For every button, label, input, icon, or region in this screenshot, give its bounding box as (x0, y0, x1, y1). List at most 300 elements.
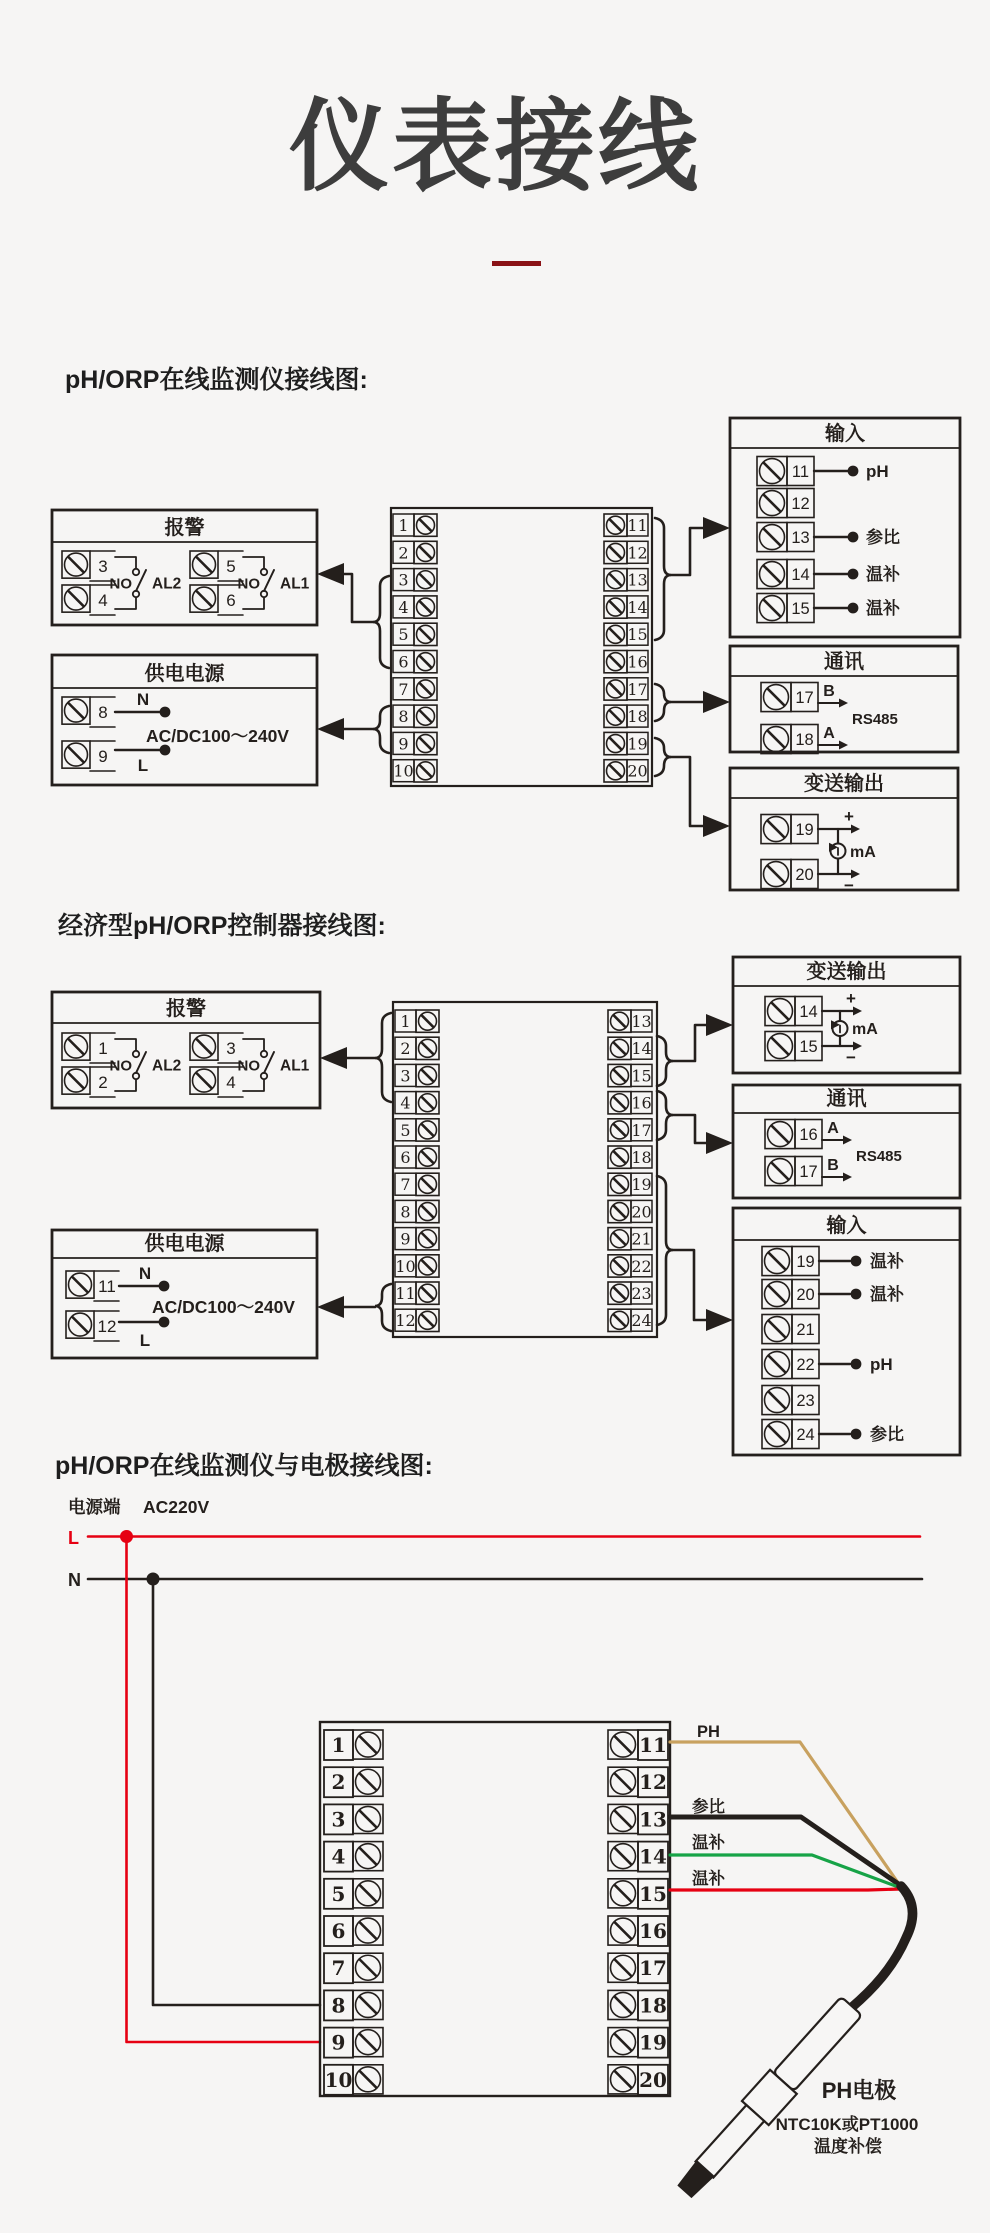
contact-type-label: NO (109, 1057, 132, 1075)
junction-dot (160, 745, 171, 756)
terminal-number: 14 (639, 1844, 667, 1869)
arrow-left-icon (320, 1047, 347, 1069)
line (769, 1286, 786, 1303)
screw-terminal-icon (762, 1315, 792, 1344)
terminal-number: 14 (799, 1003, 818, 1021)
terminal-number: 4 (398, 597, 409, 617)
line (419, 765, 431, 777)
screw-terminal-icon (416, 1119, 439, 1141)
line (421, 1151, 433, 1163)
screw-terminal-icon (757, 489, 787, 518)
signal-label: 温补 (870, 1285, 904, 1304)
arrow-right-icon (706, 1132, 733, 1154)
line (613, 1069, 625, 1081)
line (772, 1038, 789, 1055)
terminal-number: 17 (631, 1120, 652, 1140)
wire (671, 528, 703, 575)
terminal-number: 13 (791, 529, 810, 547)
line (68, 557, 84, 573)
title-accent-dash (492, 261, 541, 266)
screw-terminal-icon (353, 1953, 383, 1982)
terminal-number: 11 (791, 463, 810, 481)
group-box-title: 通讯 (824, 651, 864, 673)
terminal-number: 8 (331, 1993, 346, 2018)
line (360, 1810, 377, 1827)
contact-point (133, 569, 139, 575)
signal-label: 温补 (870, 1252, 904, 1271)
arrow-right-icon (703, 517, 730, 539)
junction-dot (851, 1256, 862, 1267)
screw-terminal-icon (190, 1033, 218, 1060)
screw-terminal-icon (416, 1064, 439, 1086)
line (613, 1042, 625, 1054)
line (421, 1124, 433, 1136)
line (769, 1356, 786, 1373)
terminal-number: 23 (796, 1392, 815, 1410)
line (360, 1922, 377, 1939)
input-box (733, 1208, 960, 1455)
line (764, 495, 781, 512)
terminal-number: 11 (627, 516, 648, 535)
signal-label: 参比 (870, 1425, 904, 1444)
line (768, 821, 785, 838)
live-label: L (139, 1331, 151, 1350)
terminal-number: 10 (395, 1256, 416, 1276)
screw-terminal-icon (608, 1879, 638, 1908)
rs485-line-label: B (823, 683, 835, 700)
line (613, 1178, 625, 1190)
screw-terminal-icon (608, 1730, 638, 1759)
small-arrow-icon (839, 741, 848, 750)
terminal-block (391, 508, 652, 786)
terminal-number: 21 (796, 1321, 815, 1339)
screw-terminal-icon (762, 1247, 792, 1276)
group-box-title: 变送输出 (806, 961, 887, 983)
xmit-box (730, 768, 958, 895)
terminal-number: 3 (331, 1807, 346, 1832)
line (360, 2034, 377, 2051)
terminal-number: 19 (631, 1175, 652, 1195)
line (360, 1959, 377, 1976)
line (419, 628, 431, 640)
screw-terminal-icon (416, 1010, 439, 1032)
screw-terminal-icon (414, 705, 437, 727)
screw-terminal-icon (608, 1119, 631, 1141)
unit-label: mA (850, 844, 876, 861)
line (772, 1126, 789, 1143)
contact-point (261, 1051, 267, 1057)
line (421, 1287, 433, 1299)
box (320, 1722, 670, 2096)
junction-dot (848, 569, 859, 580)
screw-terminal-icon (761, 860, 791, 889)
input-box (730, 418, 960, 637)
terminal-number: 20 (795, 866, 814, 884)
line (613, 1314, 625, 1326)
line (615, 1885, 632, 1902)
terminal-number: 3 (98, 557, 108, 576)
junction-dot (848, 466, 859, 477)
arrow-left-icon (317, 563, 344, 585)
terminal-number: 9 (398, 734, 409, 754)
screw-terminal-icon (414, 678, 437, 700)
line (769, 1321, 786, 1338)
line (68, 747, 84, 763)
contact-point (133, 1051, 139, 1057)
line (613, 1097, 625, 1109)
screw-terminal-icon (353, 2065, 383, 2094)
screw-terminal-icon (353, 1879, 383, 1908)
terminal-number: 17 (799, 1163, 818, 1181)
screw-terminal-icon (765, 1032, 795, 1061)
box (733, 1208, 960, 1455)
screw-terminal-icon (757, 457, 787, 486)
line (772, 1003, 789, 1020)
screw-terminal-icon (416, 1173, 439, 1195)
terminal-number: 24 (796, 1426, 815, 1444)
line (360, 2071, 377, 2088)
line (615, 2034, 632, 2051)
screw-terminal-icon (62, 741, 90, 768)
screw-terminal-icon (757, 560, 787, 589)
screw-terminal-icon (353, 1730, 383, 1759)
live-label: L (68, 1528, 79, 1548)
screw-terminal-icon (416, 1200, 439, 1222)
group-box-title: 变送输出 (804, 773, 884, 795)
switch-lever (136, 570, 146, 591)
line (419, 683, 431, 695)
line (609, 765, 621, 777)
line (613, 1205, 625, 1217)
terminal-number: 21 (631, 1229, 652, 1249)
rs485-line-label: A (823, 725, 835, 742)
screw-terminal-icon (608, 1092, 631, 1114)
junction-dot (159, 1281, 170, 1292)
screw-terminal-icon (608, 1037, 631, 1059)
brace (657, 1176, 673, 1325)
line (421, 1015, 433, 1027)
screw-terminal-icon (414, 623, 437, 645)
line (421, 1097, 433, 1109)
protocol-label: RS485 (852, 711, 898, 728)
alarm-relay-label: AL1 (280, 575, 310, 593)
screw-terminal-icon (414, 732, 437, 754)
voltage-label: AC/DC100～240V (146, 726, 289, 746)
polarity-label: − (844, 876, 854, 895)
terminal-number: 19 (796, 1253, 815, 1271)
supply-terminal-label: 电源端 (68, 1497, 121, 1517)
screw-terminal-icon (761, 815, 791, 844)
wire (115, 598, 136, 609)
terminal-number: 14 (791, 566, 810, 584)
terminal-number: 20 (796, 1286, 815, 1304)
neutral-wire (153, 1579, 320, 2005)
terminal-number: 11 (395, 1284, 416, 1303)
screw-terminal-icon (608, 1953, 638, 1982)
terminal-number: 5 (400, 1120, 411, 1140)
electrode-note: 温度补偿 (814, 2137, 882, 2156)
polarity-label: + (844, 807, 854, 826)
terminal-number: 15 (639, 1881, 667, 1906)
brace (375, 1013, 391, 1102)
brace (373, 706, 389, 753)
terminal-number: 3 (398, 570, 409, 590)
terminal-number: 17 (795, 689, 814, 707)
terminal-number: 2 (331, 1770, 346, 1795)
wire (673, 1115, 706, 1143)
screw-terminal-icon (416, 1255, 439, 1277)
screw-terminal-icon (604, 705, 627, 727)
arrow-left-icon (317, 718, 344, 740)
line (421, 1314, 433, 1326)
terminal-number: 3 (400, 1066, 411, 1086)
section-heading-monitor: pH/ORP在线监测仪接线图: (65, 366, 368, 394)
terminal-number: 16 (631, 1093, 652, 1113)
line (360, 1996, 377, 2013)
neutral-label: N (68, 1570, 81, 1590)
group-box-title: 供电电源 (144, 663, 225, 685)
screw-terminal-icon (414, 651, 437, 673)
line (609, 656, 621, 668)
screw-terminal-icon (62, 1067, 90, 1094)
terminal-number: 9 (331, 2030, 346, 2055)
screw-terminal-icon (608, 1767, 638, 1796)
terminal-number: 12 (97, 1317, 117, 1336)
terminal-block (393, 1002, 657, 1337)
line (764, 600, 781, 617)
junction-dot (160, 707, 171, 718)
line (615, 1736, 632, 1753)
terminal-number: 11 (639, 1733, 667, 1757)
terminal-number: 15 (631, 1066, 652, 1086)
terminal-number: 13 (627, 570, 648, 590)
terminal-number: 16 (799, 1126, 818, 1144)
voltage-label: AC/DC100～240V (152, 1297, 295, 1317)
line (196, 1039, 212, 1055)
alarm-box (52, 510, 317, 625)
screw-terminal-icon (762, 1280, 792, 1309)
terminal-number: 1 (400, 1012, 411, 1031)
screw-terminal-icon (608, 1010, 631, 1032)
line (609, 628, 621, 640)
terminal-number: 13 (639, 1807, 667, 1832)
neutral-label: N (136, 690, 150, 709)
signal-label: pH (866, 462, 889, 481)
terminal-number: 24 (631, 1311, 652, 1331)
terminal-number: 18 (639, 1993, 667, 2018)
line (768, 689, 785, 706)
screw-terminal-icon (604, 678, 627, 700)
screw-terminal-icon (604, 569, 627, 591)
screw-terminal-icon (604, 541, 627, 563)
xmit-box (733, 957, 960, 1073)
brace (655, 738, 671, 776)
screw-terminal-icon (608, 1990, 638, 2019)
line (419, 601, 431, 613)
neutral-label: N (138, 1264, 152, 1283)
line (615, 2071, 632, 2088)
screw-terminal-icon (765, 1120, 795, 1149)
screw-terminal-icon (608, 1146, 631, 1168)
screw-terminal-icon (190, 551, 218, 578)
line (613, 1124, 625, 1136)
diagram-economic-wiring (0, 940, 990, 1465)
terminal-number: 7 (398, 679, 409, 699)
terminal-number: 1 (98, 1039, 108, 1058)
terminal-number: 11 (98, 1277, 116, 1296)
small-arrow-icon (843, 1136, 852, 1145)
screw-terminal-icon (416, 1037, 439, 1059)
line (68, 591, 84, 607)
line (419, 546, 431, 558)
switch-lever (136, 1052, 146, 1073)
terminal-number: 18 (627, 707, 648, 727)
line (764, 529, 781, 546)
screw-terminal-icon (414, 760, 437, 782)
wire (671, 757, 703, 826)
screw-terminal-icon (765, 997, 795, 1026)
section-heading-electrode: pH/ORP在线监测仪与电极接线图: (55, 1452, 433, 1480)
terminal-number: 8 (400, 1202, 411, 1222)
screw-terminal-icon (762, 1420, 792, 1449)
line (68, 1073, 84, 1089)
terminal-number: 12 (791, 495, 810, 513)
terminal-number: 1 (398, 516, 409, 535)
electrode-wire-label: 参比 (692, 1798, 725, 1816)
screw-terminal-icon (761, 725, 791, 754)
electrode-wire-label: PH (697, 1723, 720, 1741)
terminal-number: 22 (631, 1256, 652, 1276)
terminal-number: 2 (400, 1039, 411, 1059)
group-box-title: 通讯 (826, 1088, 867, 1110)
terminal-number: 19 (639, 2030, 667, 2055)
screw-terminal-icon (414, 569, 437, 591)
screw-terminal-icon (414, 541, 437, 563)
screw-terminal-icon (608, 1309, 631, 1331)
screw-terminal-icon (604, 623, 627, 645)
alarm-relay-label: AL2 (152, 575, 182, 593)
contact-type-label: NO (237, 1057, 260, 1075)
terminal-number: 5 (398, 625, 409, 645)
line (609, 601, 621, 613)
screw-terminal-icon (190, 1067, 218, 1094)
screw-terminal-icon (604, 651, 627, 673)
screw-terminal-icon (608, 1804, 638, 1833)
electrode-lower-body (696, 2105, 765, 2178)
brace (657, 1091, 673, 1140)
terminal-number: 17 (627, 679, 648, 699)
screw-terminal-icon (765, 1157, 795, 1186)
line (764, 566, 781, 583)
terminal-number: 7 (331, 1956, 346, 1981)
arrow-right-icon (703, 815, 730, 837)
line (419, 519, 431, 531)
alarm-relay-label: AL1 (280, 1057, 310, 1075)
polarity-label: − (846, 1048, 856, 1067)
line (68, 703, 84, 719)
line (419, 710, 431, 722)
comm-box (733, 1085, 960, 1198)
arrow-right-icon (706, 1014, 733, 1036)
unit-label: mA (852, 1021, 878, 1038)
terminal-number: 20 (627, 761, 648, 781)
line (196, 557, 212, 573)
screw-terminal-icon (353, 1990, 383, 2019)
wire (673, 1025, 706, 1061)
terminal-number: 3 (226, 1039, 236, 1058)
screw-terminal-icon (353, 1916, 383, 1945)
screw-terminal-icon (608, 2065, 638, 2094)
group-box-title: 报警 (166, 998, 206, 1020)
protocol-label: RS485 (856, 1148, 902, 1165)
line (768, 731, 785, 748)
terminal-number: 20 (631, 1202, 652, 1222)
screw-terminal-icon (414, 514, 437, 536)
polarity-label: + (846, 989, 856, 1008)
screw-terminal-icon (353, 1804, 383, 1833)
screw-terminal-icon (604, 732, 627, 754)
line (609, 710, 621, 722)
line (421, 1233, 433, 1245)
wire (115, 557, 136, 568)
screw-terminal-icon (608, 1228, 631, 1250)
arrow-right-icon (706, 1309, 733, 1331)
power-box (52, 1230, 317, 1358)
group-box-title: 输入 (825, 423, 865, 445)
line (613, 1260, 625, 1272)
screw-terminal-icon (608, 1173, 631, 1195)
small-arrow-icon (843, 1173, 852, 1182)
page-title: 仪表接线 (289, 91, 701, 203)
wire (243, 1080, 264, 1091)
junction-dot (159, 1317, 170, 1328)
electrode-wire-label: 温补 (692, 1870, 725, 1888)
line (615, 1996, 632, 2013)
screw-terminal-icon (353, 2028, 383, 2057)
line (72, 1317, 88, 1333)
wire (115, 1080, 136, 1091)
group-box-title: 供电电源 (144, 1233, 225, 1255)
electrode-wire (670, 1889, 901, 1890)
brace (373, 576, 389, 668)
diagram-monitor-wiring (0, 400, 990, 910)
junction-dot (851, 1359, 862, 1370)
line (609, 683, 621, 695)
junction-dot (851, 1429, 862, 1440)
screw-terminal-icon (757, 523, 787, 552)
switch-lever (264, 1052, 274, 1073)
screw-terminal-icon (416, 1146, 439, 1168)
line (609, 519, 621, 531)
line (615, 1959, 632, 1976)
terminal-number: 14 (631, 1039, 652, 1059)
line (68, 1039, 84, 1055)
electrode-note: NTC10K或PT1000 (775, 2115, 919, 2134)
terminal-number: 19 (627, 734, 648, 754)
signal-label: 参比 (866, 528, 900, 547)
contact-point (261, 569, 267, 575)
terminal-number: 15 (791, 600, 810, 618)
terminal-number: 12 (627, 543, 648, 563)
brace (375, 1284, 391, 1331)
terminal-number: 16 (639, 1919, 667, 1943)
screw-terminal-icon (416, 1282, 439, 1304)
signal-label: 温补 (866, 599, 900, 618)
switch-lever (264, 570, 274, 591)
screw-terminal-icon (604, 760, 627, 782)
terminal-number: 4 (98, 591, 108, 610)
live-wire (127, 1537, 321, 2043)
